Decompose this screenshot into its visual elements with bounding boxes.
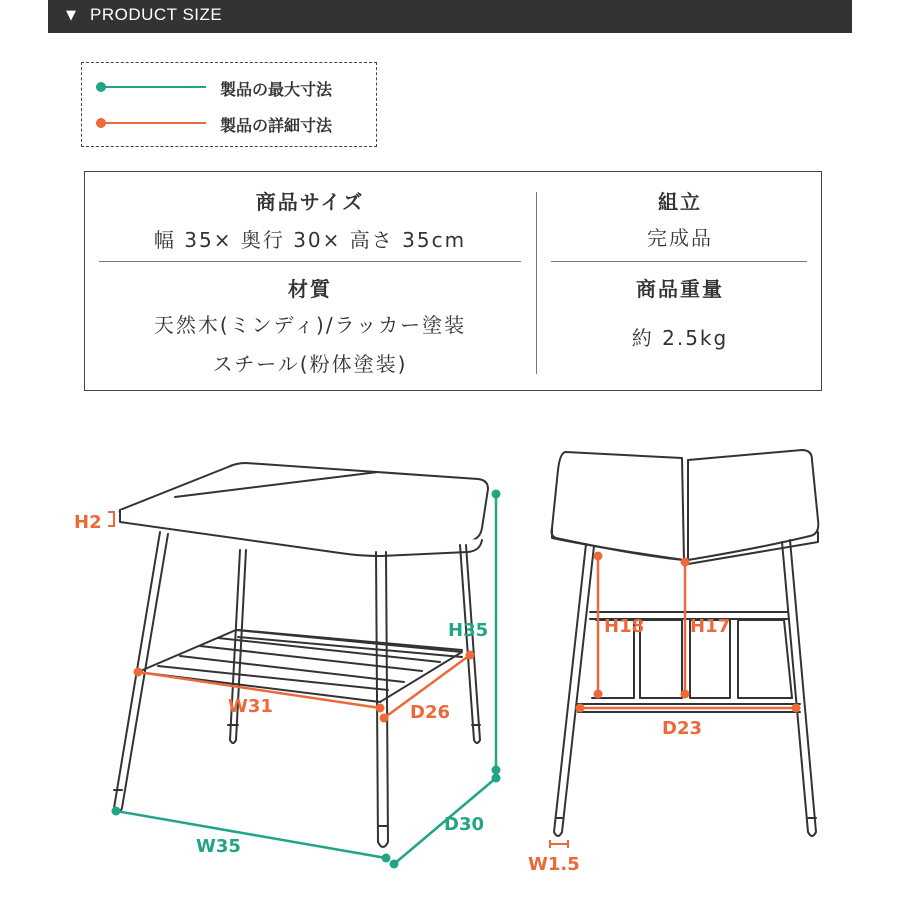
leg-back-right: [460, 545, 480, 743]
dim-dot: [576, 704, 585, 713]
dim-dot: [681, 558, 690, 567]
label-w15: W1.5: [528, 854, 580, 875]
dim-dot: [681, 690, 690, 699]
material-line1: 天然木(ミンディ)/ラッカー塗装: [153, 313, 467, 337]
label-d26: D26: [410, 702, 450, 723]
weight-title: 商品重量: [636, 277, 724, 301]
foot-caps: [114, 725, 480, 826]
material-title: 材質: [288, 277, 332, 301]
leg-left: [554, 544, 594, 836]
legend-label-detail: 製品の詳細寸法: [220, 116, 333, 135]
material-line2: スチール(粉体塗装): [212, 352, 408, 376]
label-h17: H17: [690, 616, 731, 637]
seat-panel-left: [552, 452, 685, 560]
shelf-box-4: [738, 620, 792, 698]
dim-dot: [594, 690, 603, 699]
label-w35: W35: [196, 836, 241, 857]
dim-dot: [594, 552, 603, 561]
shelf-frame: [138, 630, 462, 702]
dim-dot: [390, 860, 399, 869]
label-d30: D30: [444, 814, 484, 835]
h2-bracket: [108, 512, 114, 526]
left-labels: [74, 512, 488, 857]
triangle-down-icon: ▼: [66, 8, 76, 23]
dim-dot: [492, 490, 501, 499]
seat-panel-right: [688, 450, 818, 560]
shelf-box-2: [640, 620, 682, 698]
dim-dot: [376, 704, 385, 713]
assembly-title: 組立: [658, 190, 702, 214]
leg-right: [782, 540, 816, 836]
label-h18: H18: [604, 616, 645, 637]
leg-front-right: [376, 552, 388, 847]
dim-dot: [466, 651, 475, 660]
legend-label-max: 製品の最大寸法: [220, 80, 333, 99]
label-d23: D23: [662, 718, 702, 739]
section-title: PRODUCT SIZE: [90, 5, 223, 24]
assembly-value: 完成品: [647, 226, 713, 250]
label-h2: H2: [74, 512, 102, 533]
dim-dot: [492, 766, 501, 775]
dim-dot: [382, 854, 391, 863]
dim-dot: [792, 704, 801, 713]
dim-dot: [134, 668, 143, 677]
dim-dot: [112, 807, 121, 816]
size-value: 幅 35× 奥行 30× 高さ 35cm: [153, 228, 467, 252]
dim-dot: [380, 714, 389, 723]
w35-line: [116, 811, 386, 858]
weight-value: 約 2.5kg: [631, 326, 729, 350]
size-title: 商品サイズ: [255, 190, 365, 214]
label-h35: H35: [448, 620, 489, 641]
left-stool-drawing: [114, 463, 488, 847]
dim-dot: [492, 774, 501, 783]
w15-bracket: [550, 840, 568, 848]
label-w31: W31: [228, 696, 273, 717]
